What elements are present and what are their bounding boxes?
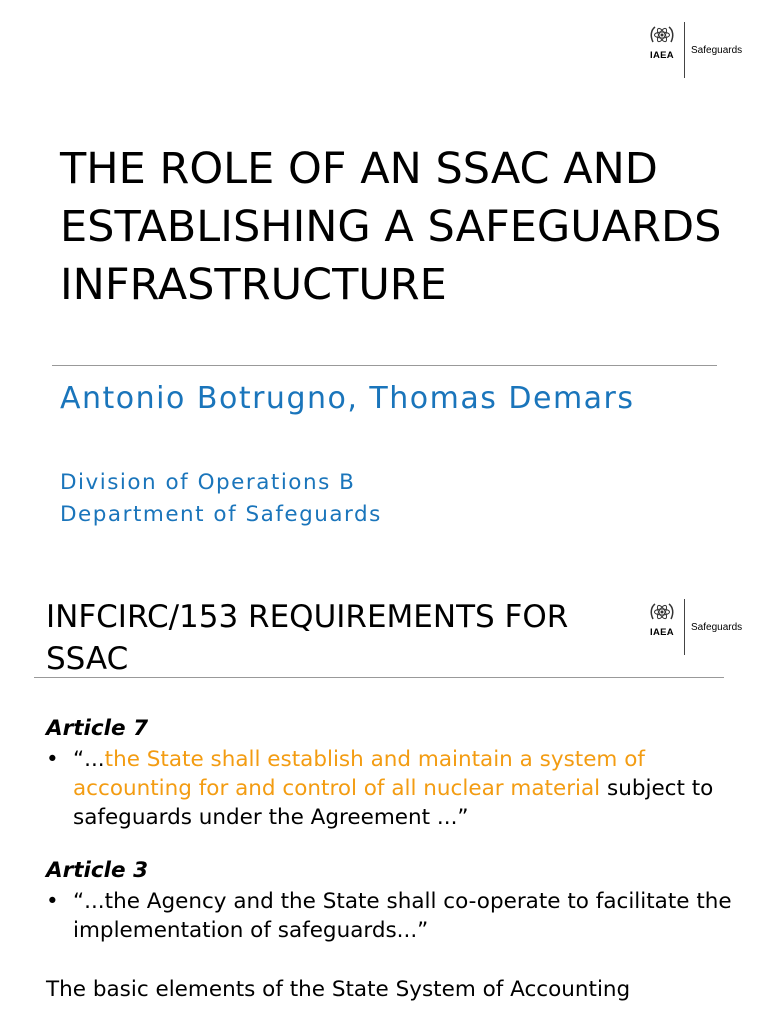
- iaea-atom-emblem-icon: [648, 599, 676, 625]
- logo-divider: [684, 599, 685, 655]
- article7-highlight: the State shall establish and maintain a system of accounting for and control of all nuclear material: [73, 747, 645, 801]
- slide2-title-divider: [34, 677, 724, 678]
- iaea-atom-emblem-icon: [648, 22, 676, 48]
- iaea-emblem: [646, 22, 678, 61]
- bullet-marker: •: [46, 747, 59, 772]
- article7-text: [73, 745, 746, 832]
- article3-heading: Article 3: [46, 858, 149, 883]
- slide-title: THE ROLE OF AN SSAC AND ESTABLISHING A SAFEGUARDS INFRASTRUCTURE: [60, 144, 722, 310]
- authors: Antonio Botrugno, Thomas Demars: [60, 381, 635, 416]
- article7-heading: Article 7: [46, 716, 149, 741]
- iaea-logo: [646, 22, 742, 78]
- slide2-title: INFCIRC/153 REQUIREMENTS FOR SSAC: [46, 599, 569, 677]
- department: Department of Safeguards: [60, 502, 382, 527]
- division: Division of Operations B: [60, 470, 356, 495]
- safeguards-label: Safeguards: [691, 45, 743, 56]
- iaea-emblem: [646, 599, 678, 638]
- article3-bullet: [46, 887, 746, 945]
- quote-open: “...: [73, 747, 105, 772]
- slide2-body: [46, 714, 746, 1004]
- closing-text: The basic elements of the State System of Accounting: [46, 977, 631, 1002]
- article7-bullet: [46, 745, 746, 832]
- affiliation: [60, 467, 720, 531]
- logo-divider: [684, 22, 685, 78]
- bullet-marker: •: [46, 889, 59, 914]
- iaea-wordmark: IAEA: [650, 50, 674, 61]
- iaea-wordmark: IAEA: [650, 627, 674, 638]
- article3-text: “...the Agency and the State shall co-operate to facilitate the implementation of safeguards...”: [73, 889, 732, 943]
- iaea-logo-slide2: [646, 599, 742, 655]
- safeguards-label: Safeguards: [691, 622, 743, 633]
- title-divider: [52, 365, 717, 366]
- article7-rest: subject to safeguards under the Agreement ...”: [73, 776, 714, 830]
